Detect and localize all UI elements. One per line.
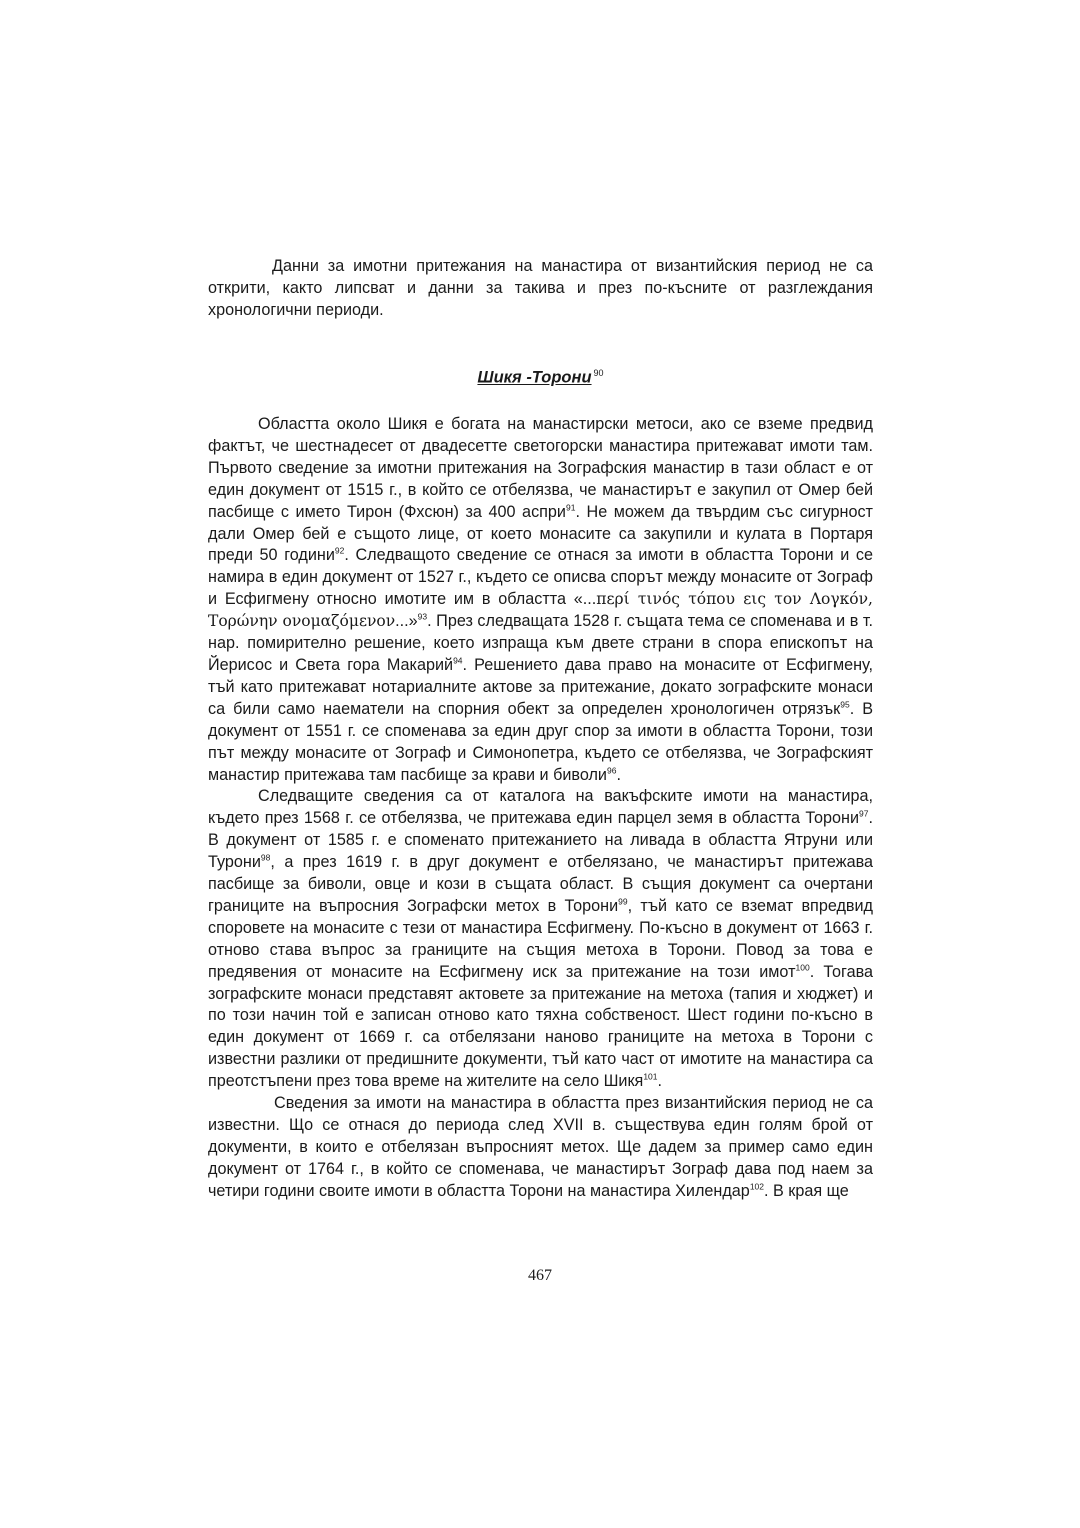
page-number: 467 bbox=[528, 1267, 552, 1284]
footnote-ref: 99 bbox=[618, 896, 628, 907]
greek-quote: περί τινός τόπου εις τον Λογκόν, Τορώνην ονομαζόμενον bbox=[208, 590, 873, 631]
footnote-ref: 92 bbox=[334, 546, 345, 557]
footnote-ref: 93 bbox=[417, 611, 428, 622]
section-title: Шикя -Торони bbox=[477, 368, 592, 387]
intro-block bbox=[208, 256, 873, 322]
footnote-ref: 90 bbox=[593, 368, 604, 378]
footnote-ref: 91 bbox=[565, 502, 576, 513]
section-heading bbox=[208, 368, 873, 388]
paragraph-2: Следващите сведения са от каталога на вакъфските имоти на манастира, където през 1568 г. се отбелязва, че притежава един парцел земя в областта Торони$^{97}$. В документ от 1585 г. е споменато притежанието на ливада в областта Ятруни или Турони$^{98}$, а през 1619 г. в друг документ е отбелязано, че манастирът притежава пасбище за биволи, овце и кози в същата област. В същия документ са очертани границите на въпросния Зографски метох в Торони$^{99}$, тъй като се вземат впредвид споровете на монасите с тези от манастира Есфигмену. По-късно в документ от 1663 г. отново става въпрос за границите на същия метоха в Торони. Повод за това е предявения от монасите на Есфигмену иск за притежание на този имот$^{100}$. Тогава зографските монаси представят актовете за притежание на метоха (тапия и хюджет) и по този начин той е записан отново като тяхна собственост. Шест години по-късно в един документ от 1669 г. са отбелязани наново границите на метоха в Торони с известни разлики от предишните документи, тъй като част от имотите на манастира са преотстъпени през това време на жителите на село Шикя$^{101}$. bbox=[208, 787, 874, 1091]
footnote-ref: 100 bbox=[795, 962, 810, 973]
footnote-ref: 95 bbox=[840, 699, 850, 710]
footnote-ref: 102 bbox=[749, 1181, 764, 1192]
footnote-ref: 101 bbox=[643, 1071, 658, 1082]
footnote-ref: 97 bbox=[859, 808, 869, 819]
footnote-ref: 98 bbox=[260, 852, 271, 863]
footnote-ref: 96 bbox=[606, 765, 617, 776]
intro-paragraph: Данни за имотни притежания на манастира от византийския период не са открити, както липсват и данни за такива и през по-късните от разглеждания хронологични периоди. bbox=[208, 257, 873, 319]
paragraph-3: Сведения за имоти на манастира в областта през византийския период не са известни. Що се отнася до периода след XVII в. съществува един голям брой от документи, в които е отбелязан въпросният метох. Ще дадем за пример само един документ от 1764 г., в който се споменава, че манастирът Зограф дава под наем за четири години своите имоти в областта Торони на манастира Хилендар$^{102}$. В края ще bbox=[208, 1094, 873, 1200]
body-block bbox=[208, 414, 873, 1203]
footnote-ref: 94 bbox=[453, 655, 463, 666]
paragraph-1: Областта около Шикя е богата на манастирски метоси, ако се вземе предвид фактът, че шестнадесет от двадесетте светогорски манастира притежават имоти там. Първото сведение за имотни притежания на Зографския манастир в тази област е от един документ от 1515 г., в който се отбелязва, че манастирът е закупил от Омер бей пасбище с името Тирон (Фхсюн) за 400 аспри$^{91}$. Не можем да твърдим със сигурност дали Омер бей е същото лице, от което монасите са закупили и кулата в Портаря преди 50 години$^{92}$. Следващото сведение се отнася за имоти в областта Торони и се намира в един документ от 1527 г., където се описва спорът между монасите от Зограф и Есфигмену относно имотите им в областта «...περί τινός τόπου εις τον Λογκόν, Τορώνην ονομαζόμενον...»$^{93}$. През следващата 1528 г. същата тема се споменава и в т. нар. помирително решение, което изпраща към двете страни в спора епископът на Йерисос и Света гора Макарий$^{94}$. Решението дава право на монасите от Есфигмену, тъй като притежават нотариалните актове за притежание, докато зографските монаси са били само наематели на спорния обект за определен хронологичен отрязък$^{95}$. В документ от 1551 г. се споменава за един друг спор за имоти в областта Торони, този път между монасите от Зограф и Симонопетра, където се отбелязва, че Зографският манастир притежава там пасбище за крави и биволи$^{96}$. bbox=[208, 415, 873, 784]
